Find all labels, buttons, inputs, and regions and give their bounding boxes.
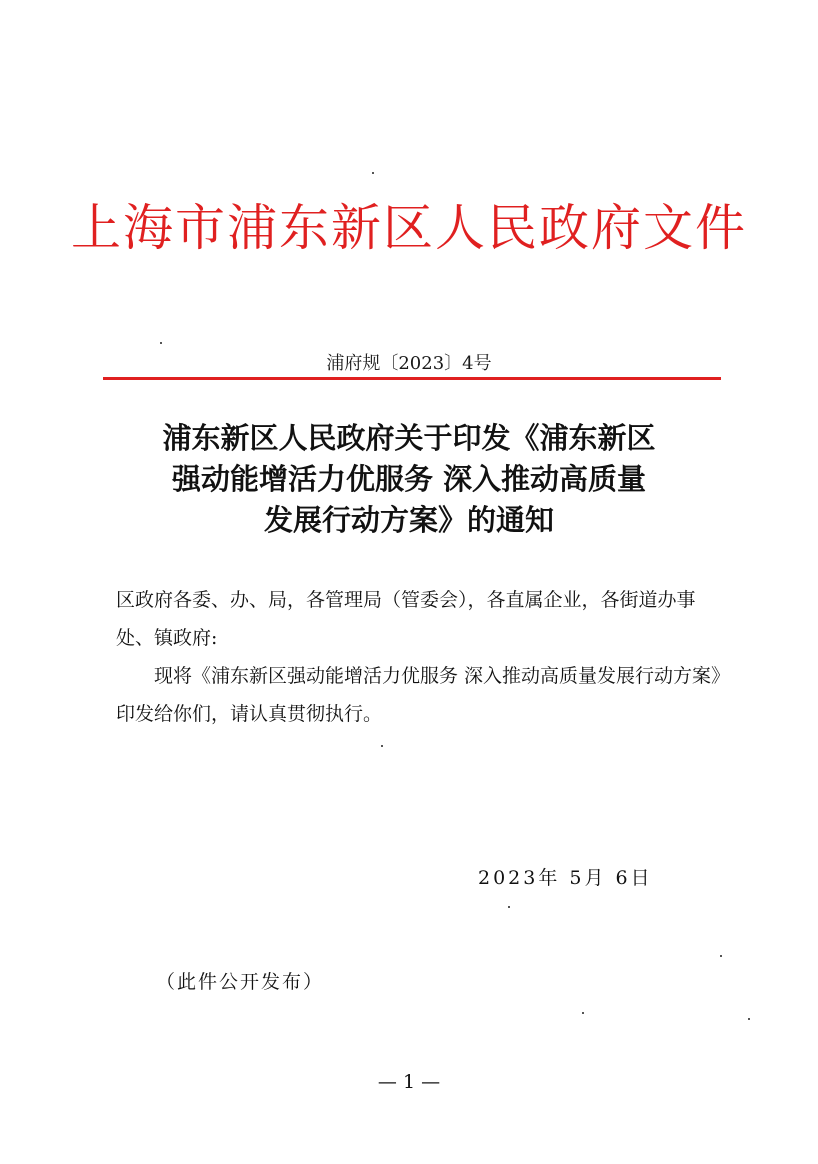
- scan-speck: [381, 745, 383, 747]
- scan-speck: [720, 955, 722, 957]
- title-line-2: 强动能增活力优服务 深入推动高质量: [171, 462, 647, 496]
- page-number: — 1 —: [377, 1071, 441, 1093]
- disclosure-note: （此件公开发布）: [156, 971, 325, 993]
- issue-date: 2023年 5月 6日: [478, 867, 653, 889]
- issuer-header: 上海市浦东新区人民政府文件: [71, 199, 747, 257]
- document-number: 浦府规〔2023〕4号: [326, 353, 492, 374]
- scan-speck: [372, 172, 374, 174]
- scan-speck: [748, 1018, 750, 1020]
- title-line-3: 发展行动方案》的通知: [263, 503, 554, 537]
- scan-speck: [160, 342, 162, 344]
- title-line-1: 浦东新区人民政府关于印发《浦东新区: [162, 421, 656, 455]
- notice-title: [0, 418, 818, 541]
- red-divider-line: [103, 377, 721, 380]
- scan-speck: [508, 906, 510, 908]
- scan-speck: [582, 1012, 584, 1014]
- addressee: 区政府各委、办、局，各管理局（管委会），各直属企业，各街道办事处、镇政府:: [116, 589, 696, 649]
- body-paragraph: 现将《浦东新区强动能增活力优服务 深入推动高质量发展行动方案》印发给你们，请认真贯彻执行。: [116, 665, 721, 725]
